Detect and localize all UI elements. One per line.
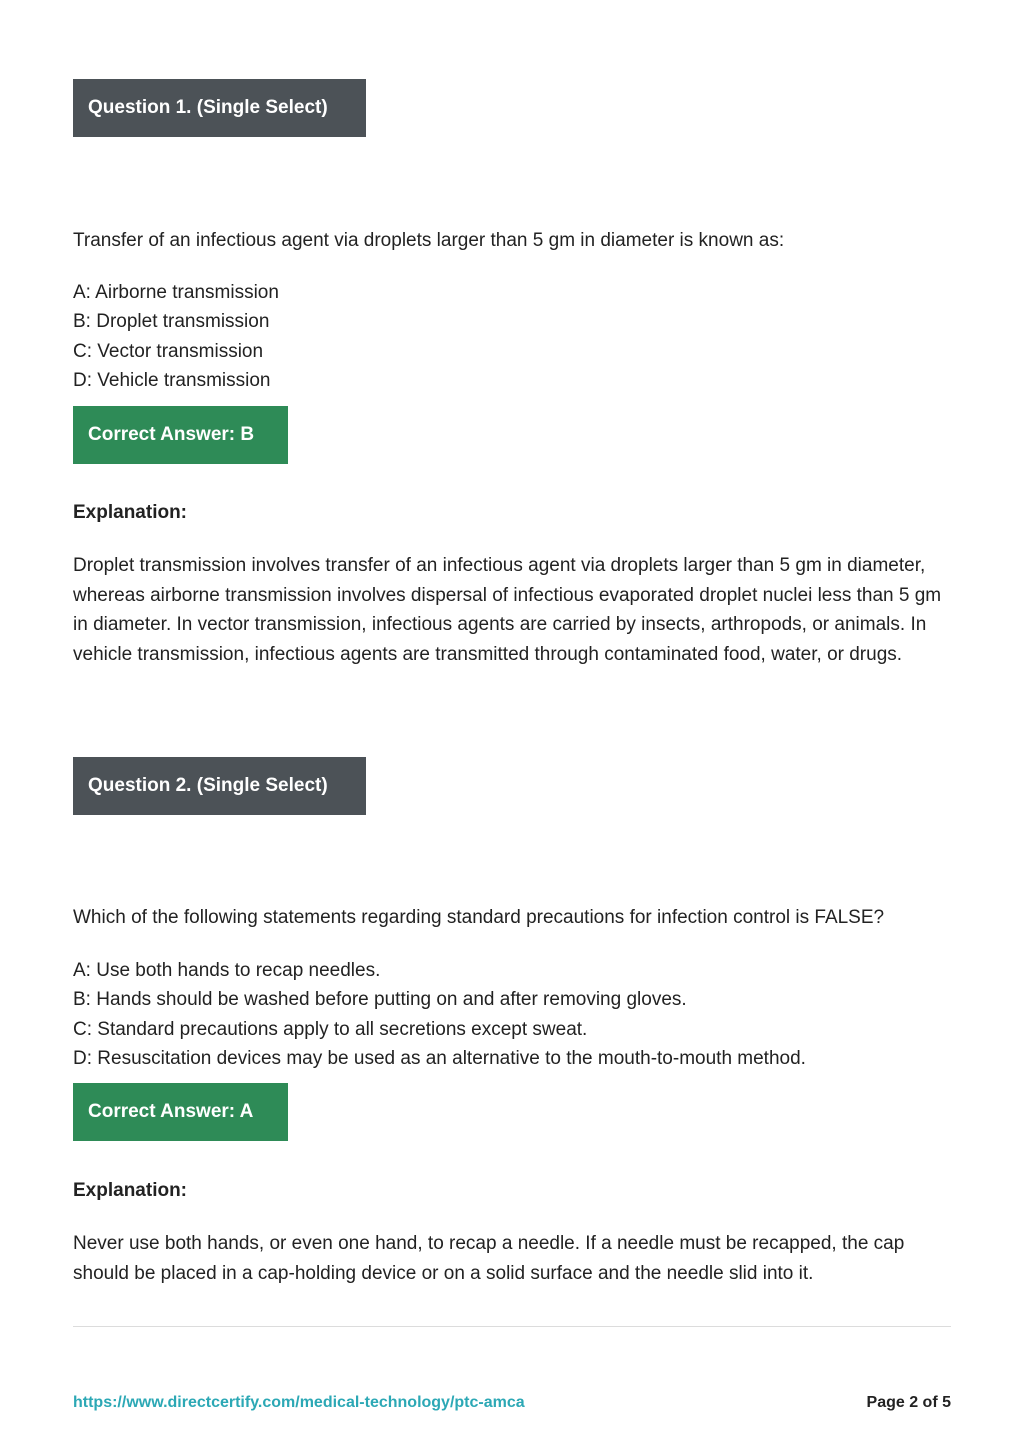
question-2-header: Question 2. (Single Select)	[73, 757, 366, 815]
option-a: A: Use both hands to recap needles.	[73, 960, 381, 981]
option-b: B: Hands should be washed before putting on and after removing gloves.	[73, 989, 687, 1011]
question-2-explanation-label: Explanation:	[73, 1180, 188, 1201]
option-c: C: Vector transmission	[73, 340, 264, 362]
question-1-options	[73, 278, 963, 395]
question-1-text: Transfer of an infectious agent via droplets larger than 5 gm in diameter is known as:	[73, 230, 785, 251]
question-2-text: Which of the following statements regarding standard precautions for infection control is FALSE?	[73, 907, 885, 928]
option-b: B: Droplet transmission	[73, 311, 270, 333]
question-1-header: Question 1. (Single Select)	[73, 79, 366, 137]
option-c: C: Standard precautions apply to all secretions except sweat.	[73, 1018, 588, 1040]
question-1-correct-answer: Correct Answer: B	[73, 406, 288, 464]
footer-link[interactable]: https://www.directcertify.com/medical-technology/ptc-amca	[73, 1394, 525, 1411]
question-1-explanation-label: Explanation:	[73, 502, 188, 523]
question-2-explanation: Never use both hands, or even one hand, to recap a needle. If a needle must be recapped, the cap should be placed in a cap-holding device or on a solid surface and the needle slid into it.	[73, 1233, 905, 1284]
question-2-correct-answer: Correct Answer: A	[73, 1083, 288, 1141]
question-1-explanation: Droplet transmission involves transfer of an infectious agent via droplets larger than 5 gm in diameter, whereas airborne transmission involves dispersal of infectious evaporated droplet nuclei less than 5 gm in diameter. In vector transmission, infectious agents are carried by insects, arthropods, or animals. In vehicle transmission, infectious agents are transmitted through contaminated food, water, or drugs.	[73, 555, 942, 665]
question-2-options	[73, 956, 963, 1073]
option-a: A: Airborne transmission	[73, 282, 279, 303]
page-number: Page 2 of 5	[866, 1394, 951, 1411]
option-d: D: Resuscitation devices may be used as an alternative to the mouth-to-mouth method.	[73, 1047, 806, 1069]
footer-divider	[73, 1326, 951, 1327]
option-d: D: Vehicle transmission	[73, 369, 271, 391]
